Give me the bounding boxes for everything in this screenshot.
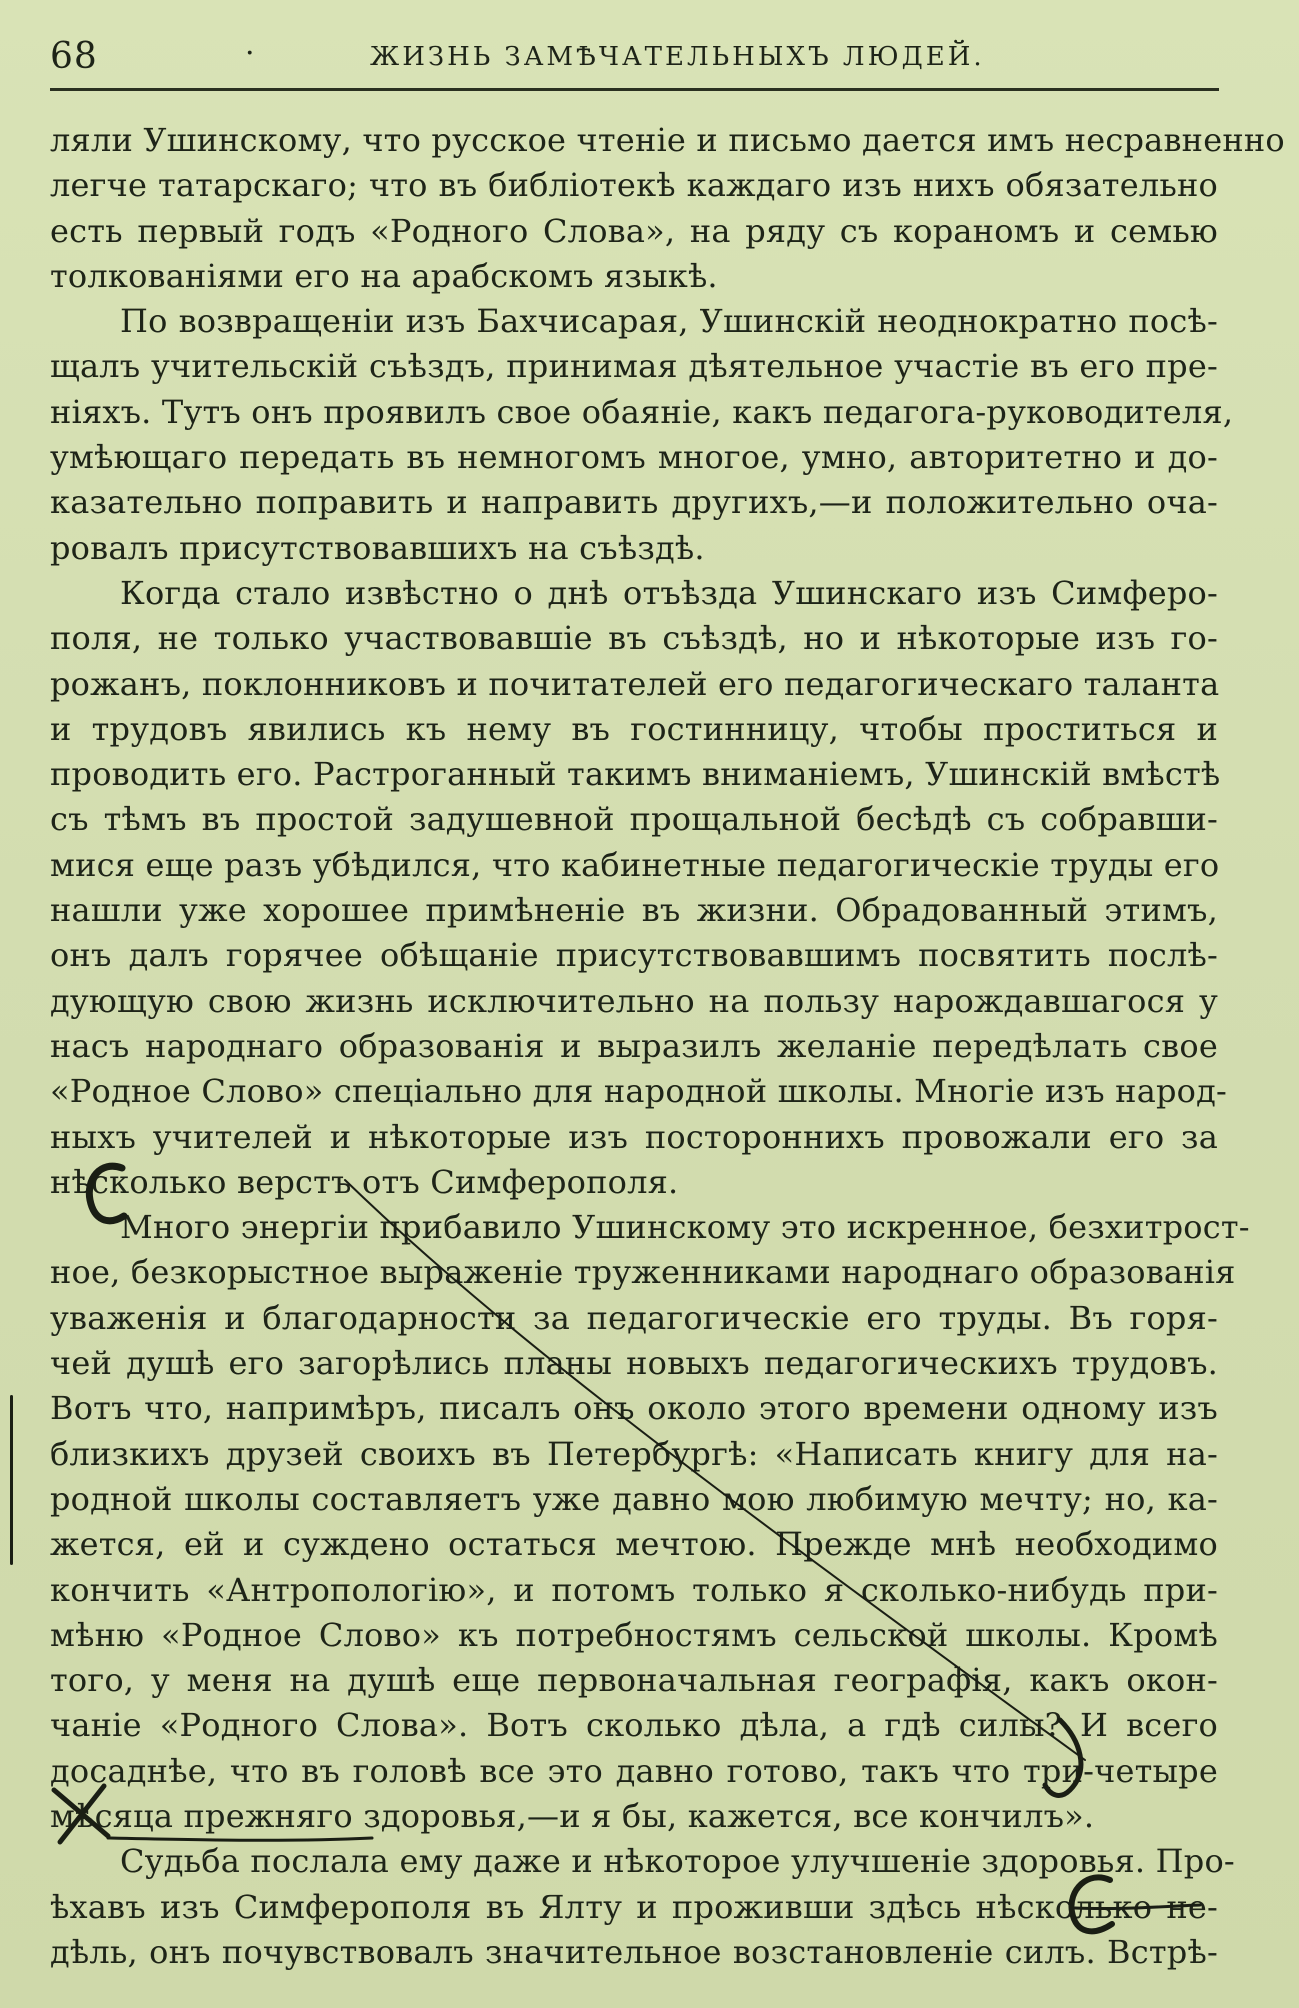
text-line: проводить его. Растроганный такимъ вниманіемъ, Ушинскій вмѣстѣ bbox=[50, 755, 1221, 794]
text-line: поля, не только участвовавшіе въ съѣздѣ, но и нѣкоторые изъ го- bbox=[50, 619, 1218, 658]
header-dot: · bbox=[245, 36, 255, 71]
text-line: казательно поправить и направить другихъ,—и положительно оча- bbox=[50, 483, 1218, 522]
text-line: ляли Ушинскому, что русское чтеніе и письмо дается имъ несравненно bbox=[50, 121, 1285, 159]
text-line: Вотъ что, напримѣръ, писалъ онъ около этого времени одному изъ bbox=[50, 1389, 1218, 1428]
text-line: кончить «Антропологію», и потомъ только я сколько-нибудь при- bbox=[50, 1570, 1218, 1609]
text-line: дующую свою жизнь исключительно на пользу нарождавшагося у bbox=[50, 981, 1218, 1020]
text-line: близкихъ друзей своихъ въ Петербургѣ: «Написать книгу для на- bbox=[50, 1434, 1218, 1473]
body-text bbox=[50, 118, 1285, 1975]
text-line: ныхъ учителей и нѣкоторые изъ постороннихъ провожали его за bbox=[50, 1117, 1218, 1156]
text-line: мѣсяца прежняго здоровья,—и я бы, кажется, все кончилъ». bbox=[50, 1796, 1095, 1835]
text-line: Много энергіи прибавило Ушинскому это искренное, безхитрост- bbox=[120, 1208, 1250, 1247]
text-line: толкованіями его на арабскомъ языкѣ. bbox=[50, 256, 718, 295]
text-line: чей душѣ его загорѣлись планы новыхъ педагогическихъ трудовъ. bbox=[50, 1344, 1218, 1383]
page-number: 68 bbox=[50, 36, 98, 77]
text-line: насъ народнаго образованія и выразилъ желаніе передѣлать свое bbox=[50, 1026, 1218, 1065]
text-line: мѣню «Родное Слово» къ потребностямъ сельской школы. Кромѣ bbox=[50, 1615, 1218, 1654]
text-line: «Родное Слово» спеціально для народной школы. Многіе изъ народ- bbox=[50, 1072, 1228, 1111]
text-line: легче татарскаго; что въ библіотекѣ каждаго изъ нихъ обязательно bbox=[50, 166, 1218, 205]
text-line: ѣхавъ изъ Симферополя въ Ялту и проживши здѣсь нѣсколько не- bbox=[50, 1887, 1218, 1926]
text-line: Судьба послала ему даже и нѣкоторое улучшеніе здоровья. Про- bbox=[120, 1842, 1235, 1881]
running-head bbox=[50, 32, 1219, 91]
text-line: По возвращеніи изъ Бахчисарая, Ушинскій неоднократно посѣ- bbox=[120, 302, 1218, 341]
running-title: ЖИЗНЬ ЗАМѢЧАТЕЛЬНЫХЪ ЛЮДЕЙ. bbox=[370, 42, 985, 72]
text-line: щалъ учительскій съѣздъ, принимая дѣятельное участіе въ его пре- bbox=[50, 347, 1218, 386]
text-line: ніяхъ. Тутъ онъ проявилъ свое обаяніе, какъ педагога-руководителя, bbox=[50, 392, 1234, 431]
text-line: уваженія и благодарности за педагогическіе его труды. Въ горя- bbox=[50, 1298, 1218, 1337]
text-line: рожанъ, поклонниковъ и почитателей его педагогическаго таланта bbox=[50, 664, 1220, 703]
text-line: досаднѣе, что въ головѣ все это давно готово, такъ что три-четыре bbox=[50, 1751, 1218, 1790]
text-line: есть первый годъ «Родного Слова», на ряду съ кораномъ и семью bbox=[50, 211, 1218, 250]
text-line: нѣсколько верстъ отъ Симферополя. bbox=[50, 1162, 679, 1201]
text-line: онъ далъ горячее обѣщаніе присутствовавшимъ посвятить послѣ- bbox=[50, 936, 1218, 975]
text-line: ровалъ присутствовавшихъ на съѣздѣ. bbox=[50, 528, 705, 567]
text-line: и трудовъ явились къ нему въ гостинницу, чтобы проститься и bbox=[50, 709, 1218, 748]
text-line: родной школы составляетъ уже давно мою любимую мечту; но, ка- bbox=[50, 1479, 1218, 1518]
text-line: съ тѣмъ въ простой задушевной прощальной бесѣдѣ съ собравши- bbox=[50, 800, 1218, 839]
text-line: дѣль, онъ почувствовалъ значительное возстановленіе силъ. Встрѣ- bbox=[50, 1932, 1218, 1971]
text-line: умѣющаго передать въ немногомъ многое, умно, авторитетно и до- bbox=[50, 438, 1218, 477]
margin-mark bbox=[10, 1395, 13, 1565]
text-line: Когда стало извѣстно о днѣ отъѣзда Ушинскаго изъ Симферо- bbox=[120, 573, 1218, 612]
text-line: нашли уже хорошее примѣненіе въ жизни. Обрадованный этимъ, bbox=[50, 891, 1218, 930]
text-line: мися еще разъ убѣдился, что кабинетные педагогическіе труды его bbox=[50, 845, 1220, 884]
text-line: чаніе «Родного Слова». Вотъ сколько дѣла, а гдѣ силы? И всего bbox=[50, 1706, 1218, 1745]
text-line: того, у меня на душѣ еще первоначальная географія, какъ окон- bbox=[50, 1661, 1218, 1700]
text-line: жется, ей и суждено остаться мечтою. Прежде мнѣ необходимо bbox=[50, 1525, 1218, 1564]
text-line: ное, безкорыстное выраженіе труженниками народнаго образованія bbox=[50, 1253, 1236, 1292]
